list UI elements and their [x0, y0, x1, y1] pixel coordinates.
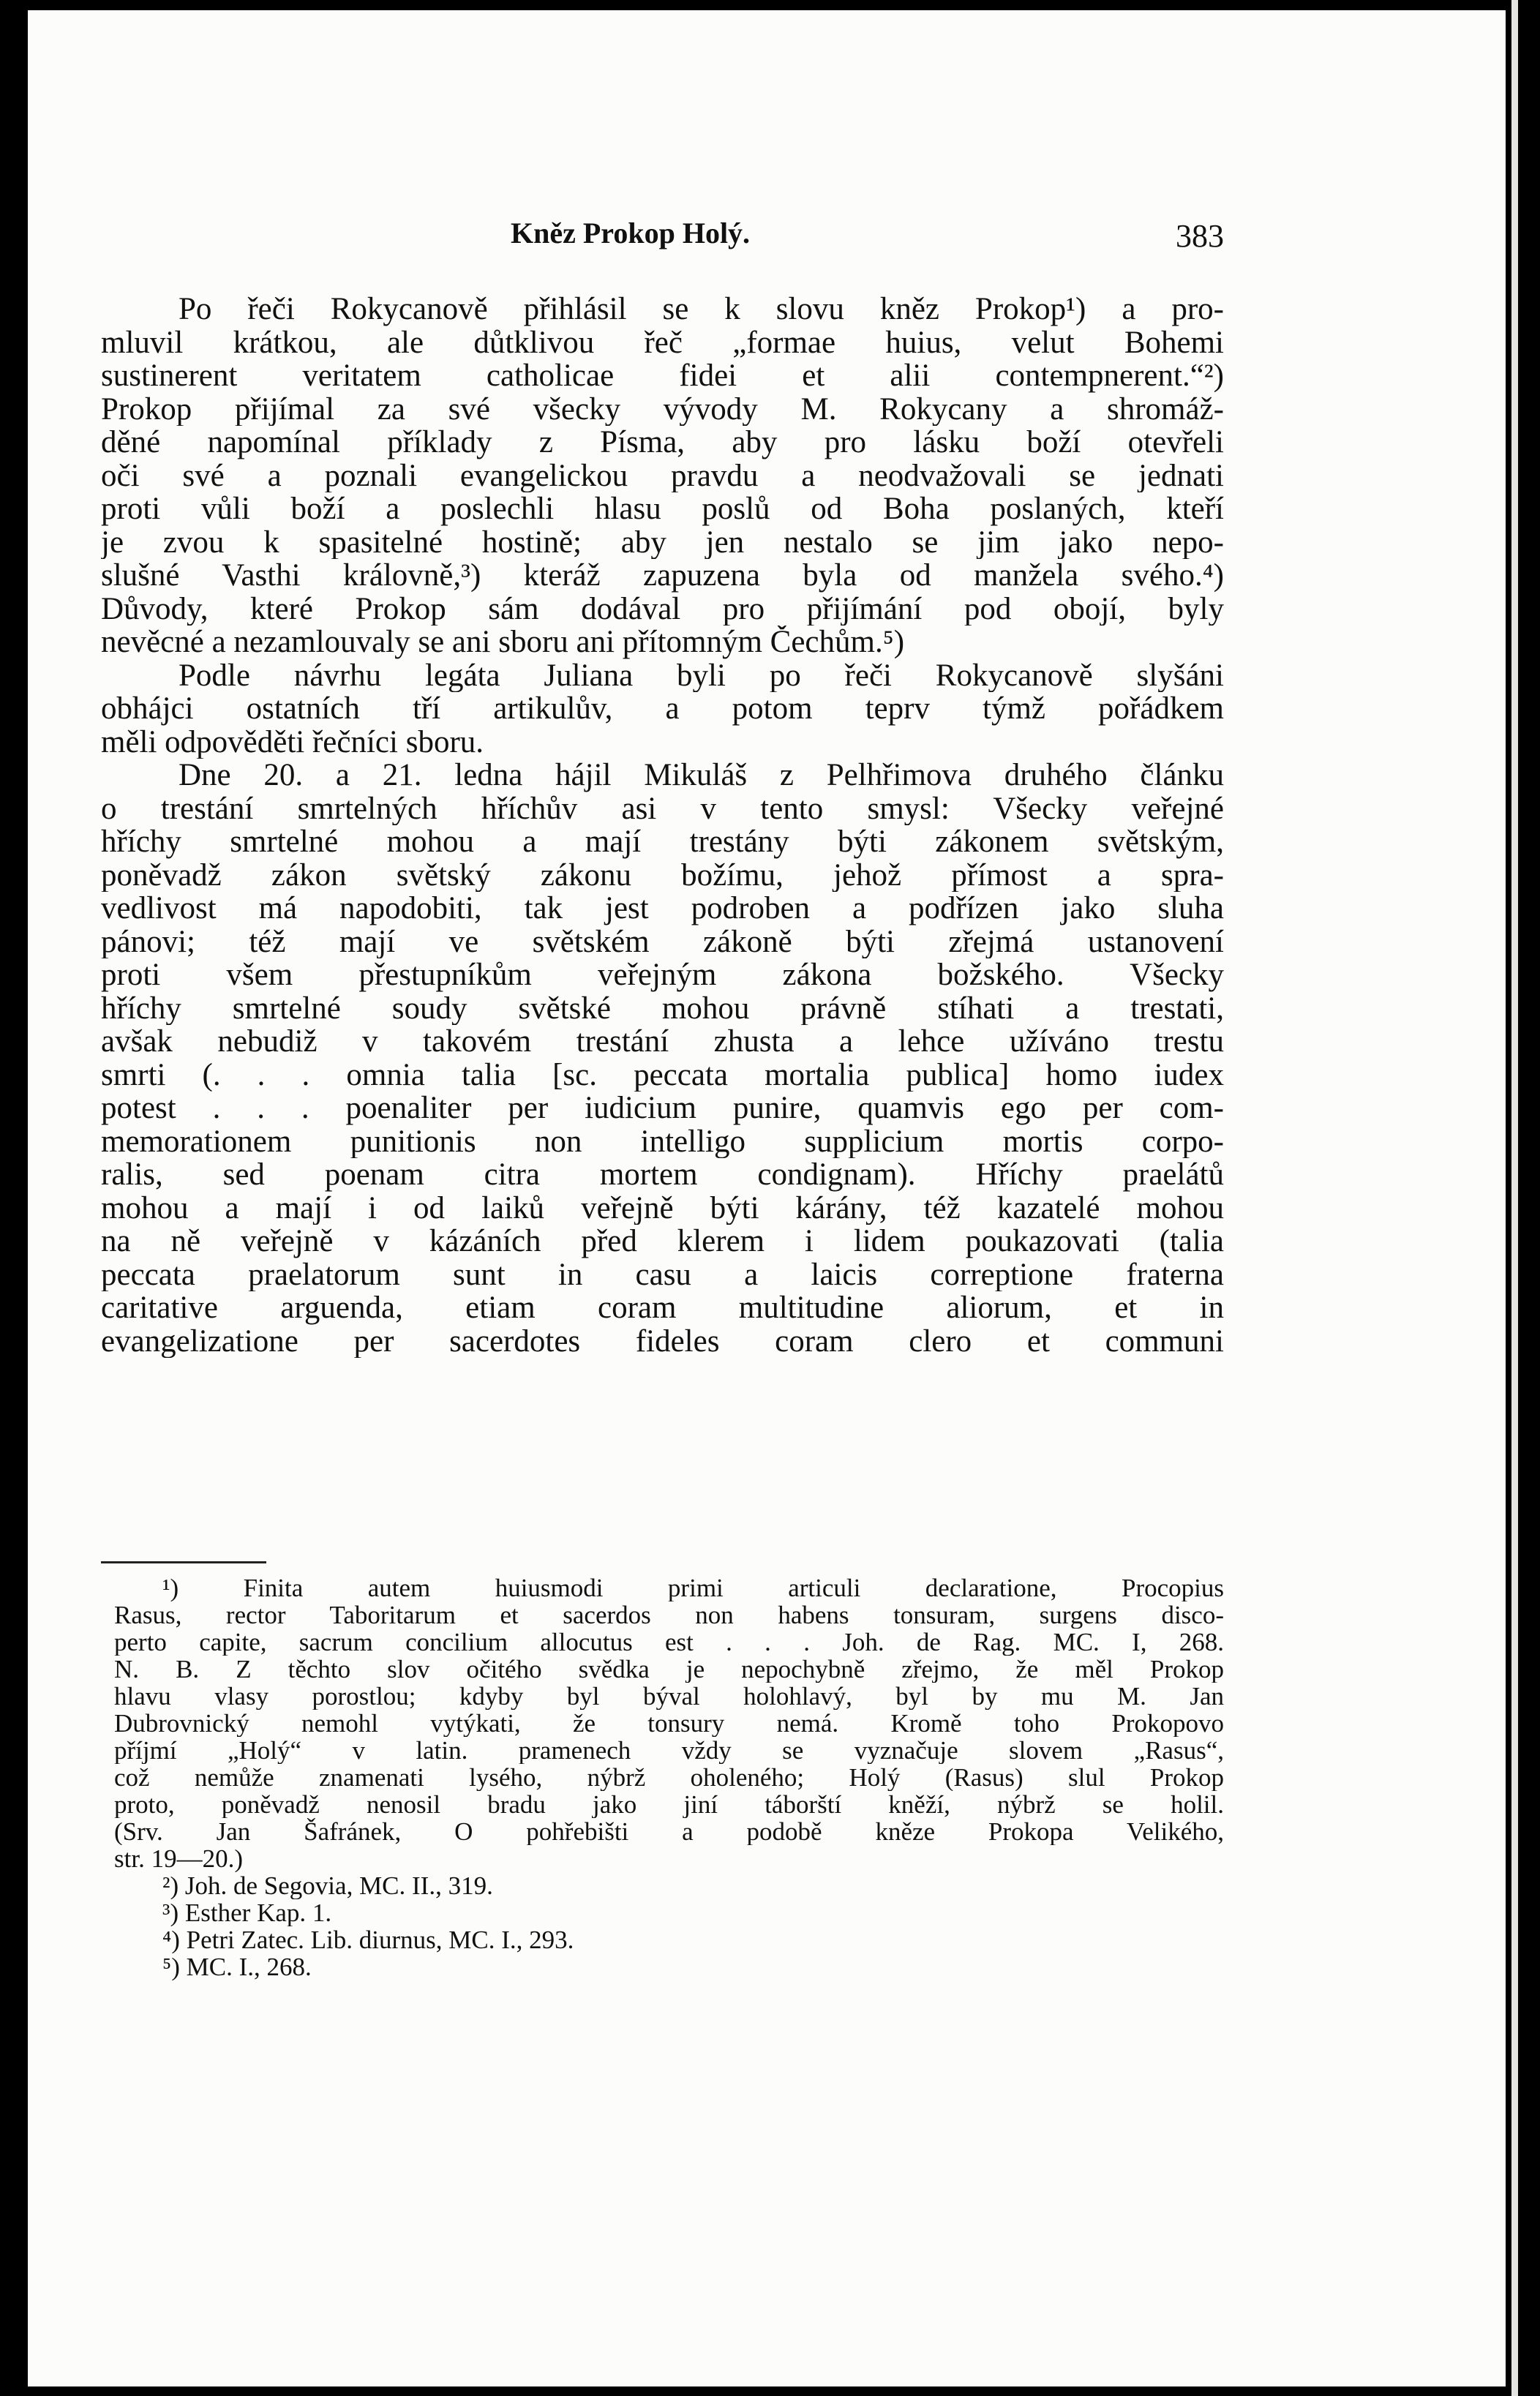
text-line: Důvody, které Prokop sám dodával pro přijímání pod obojí, byly: [101, 592, 1224, 626]
text-line: proti všem přestupníkům veřejným zákona božského. Všecky: [101, 958, 1224, 992]
footnote-line: (Srv. Jan Šafránek, O pohřebišti a podobě kněze Prokopa Velikého,: [114, 1818, 1224, 1845]
text-line: o trestání smrtelných hříchův asi v tento smysl: Všecky veřejné: [101, 792, 1224, 825]
footnote-line: hlavu vlasy porostlou; kdyby byl býval holohlavý, byl by mu M. Jan: [114, 1683, 1224, 1710]
text-line: Prokop přijímal za své všecky vývody M. Rokycany a shromáž-: [101, 392, 1224, 426]
text-line: slušné Vasthi královně,³) kteráž zapuzena byla od manžela svého.⁴): [101, 559, 1224, 593]
text-line: proti vůli boží a poslechli hlasu poslů od Boha poslaných, kteří: [101, 492, 1224, 526]
text-line: caritative arguenda, etiam coram multitudine aliorum, et in: [101, 1291, 1224, 1325]
text-line: potest . . . poenaliter per iudicium punire, quamvis ego per com-: [101, 1092, 1224, 1125]
footnote-line: ⁴) Petri Zatec. Lib. diurnus, MC. I., 293.: [162, 1926, 574, 1953]
text-line: avšak nebudiž v takovém trestání zhusta a lehce užíváno trestu: [101, 1025, 1224, 1059]
text-line: je zvou k spasitelné hostině; aby jen nestalo se jim jako nepo-: [101, 525, 1224, 559]
main-text: [101, 293, 1224, 1358]
footnote-line: ⁵) MC. I., 268.: [162, 1953, 312, 1980]
footnote-line: Rasus, rector Taboritarum et sacerdos non habens tonsuram, surgens disco-: [114, 1601, 1224, 1629]
footnote-line: str. 19—20.): [114, 1845, 243, 1872]
text-line: poněvadž zákon světský zákonu božímu, jehož přímost a spra-: [101, 858, 1224, 892]
footnote-line: ¹) Finita autem huiusmodi primi articuli declaratione, Procopius: [162, 1574, 1224, 1601]
text-line: smrti (. . . omnia talia [sc. peccata mortalia publica] homo iudex: [101, 1058, 1224, 1092]
text-line: ralis, sed poenam citra mortem condignam). Hříchy praelátů: [101, 1158, 1224, 1192]
footnote-rule: [101, 1561, 266, 1563]
text-line: děné napomínal příklady z Písma, aby pro lásku boží otevřeli: [101, 426, 1224, 459]
footnote-line: což nemůže znamenati lysého, nýbrž oholeného; Holý (Rasus) slul Prokop: [114, 1764, 1224, 1791]
text-line: mohou a mají i od laiků veřejně býti kárány, též kazatelé mohou: [101, 1191, 1224, 1225]
text-line: hříchy smrtelné mohou a mají trestány býti zákonem světským,: [101, 825, 1224, 859]
text-line: evangelizatione per sacerdotes fideles coram clero et communi: [101, 1324, 1224, 1358]
text-line: pánovi; též mají ve světském zákoně býti zřejmá ustanovení: [101, 925, 1224, 958]
footnotes: [114, 1574, 1224, 1980]
footnote-line: příjmí „Holý“ v latin. pramenech vždy se vyznačuje slovem „Rasus“,: [114, 1737, 1224, 1764]
text-line: mluvil krátkou, ale důtklivou řeč „formae huius, velut Bohemi: [101, 326, 1224, 359]
footnote-line: perto capite, sacrum concilium allocutus est . . . Joh. de Rag. MC. I, 268.: [114, 1629, 1224, 1656]
text-line: měli odpověděti řečníci sboru.: [101, 725, 484, 759]
text-line: sustinerent veritatem catholicae fidei et alii contempnerent.“²): [101, 359, 1224, 393]
text-line: oči své a poznali evangelickou pravdu a neodvažovali se jednati: [101, 459, 1224, 492]
text-line: peccata praelatorum sunt in casu a laicis correptione fraterna: [101, 1258, 1224, 1291]
footnote-line: proto, poněvadž nenosil bradu jako jiní táborští kněží, nýbrž se holil.: [114, 1791, 1224, 1818]
footnote-line: Dubrovnický nemohl vytýkati, že tonsury nemá. Kromě toho Prokopovo: [114, 1710, 1224, 1737]
text-line: obhájci ostatních tří artikulův, a potom teprv týmž pořádkem: [101, 692, 1224, 726]
text-line: hříchy smrtelné soudy světské mohou právně stíhati a trestati,: [101, 991, 1224, 1025]
text-line: memorationem punitionis non intelligo supplicium mortis corpo-: [101, 1124, 1224, 1158]
text-line: nevěcné a nezamlouvaly se ani sboru ani přítomným Čechům.⁵): [101, 626, 905, 659]
text-line: na ně veřejně v kázáních před klerem i lidem poukazovati (talia: [101, 1225, 1224, 1258]
page-number: 383: [1176, 218, 1224, 254]
running-title: Kněz Prokop Holý.: [511, 217, 751, 249]
text-line: Po řeči Rokycanově přihlásil se k slovu kněz Prokop¹) a pro-: [179, 293, 1224, 326]
footnote-line: ²) Joh. de Segovia, MC. II., 319.: [162, 1872, 493, 1899]
text-line: Podle návrhu legáta Juliana byli po řeči Rokycanově slyšáni: [179, 658, 1224, 692]
text-line: Dne 20. a 21. ledna hájil Mikuláš z Pelhřimova druhého článku: [179, 759, 1224, 792]
text-line: vedlivost má napodobiti, tak jest podroben a podřízen jako sluha: [101, 892, 1224, 925]
scan-edge-line: [1511, 0, 1518, 2396]
footnote-line: ³) Esther Kap. 1.: [162, 1899, 332, 1926]
footnote-line: N. B. Z těchto slov očitého svědka je nepochybně zřejmo, že měl Prokop: [114, 1656, 1224, 1683]
